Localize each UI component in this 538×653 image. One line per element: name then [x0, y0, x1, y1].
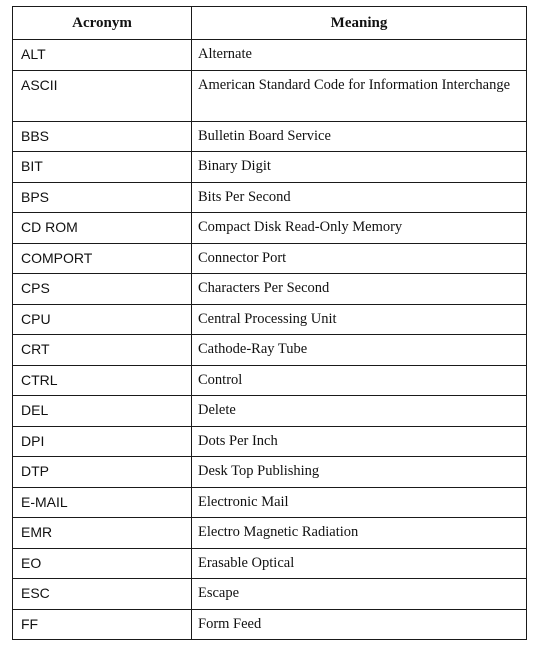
table-row — [13, 579, 527, 610]
acronym-cell: CPU — [13, 304, 192, 335]
acronym-cell: BBS — [13, 121, 192, 152]
acronym-cell: DEL — [13, 396, 192, 427]
table-row — [13, 182, 527, 213]
acronym-cell: CPS — [13, 274, 192, 305]
meaning-cell: Bulletin Board Service — [192, 121, 527, 152]
table-row — [13, 426, 527, 457]
table-row — [13, 487, 527, 518]
meaning-cell: Binary Digit — [192, 152, 527, 183]
meaning-cell: American Standard Code for Information Interchange — [192, 70, 527, 121]
meaning-cell: Desk Top Publishing — [192, 457, 527, 488]
table-row — [13, 548, 527, 579]
table-row — [13, 609, 527, 640]
acronym-cell: ASCII — [13, 70, 192, 121]
acronym-cell: ALT — [13, 40, 192, 71]
meaning-cell: Bits Per Second — [192, 182, 527, 213]
acronym-cell: CTRL — [13, 365, 192, 396]
acronym-cell: CRT — [13, 335, 192, 366]
meaning-cell: Electronic Mail — [192, 487, 527, 518]
meaning-cell: Electro Magnetic Radiation — [192, 518, 527, 549]
table-row — [13, 243, 527, 274]
meaning-cell: Cathode-Ray Tube — [192, 335, 527, 366]
header-acronym: Acronym — [13, 7, 192, 40]
table-row — [13, 518, 527, 549]
meaning-cell: Erasable Optical — [192, 548, 527, 579]
acronym-cell: EMR — [13, 518, 192, 549]
acronym-cell: COMPORT — [13, 243, 192, 274]
acronym-cell: BPS — [13, 182, 192, 213]
acronym-cell: E-MAIL — [13, 487, 192, 518]
table-row — [13, 40, 527, 71]
meaning-cell: Escape — [192, 579, 527, 610]
meaning-cell: Compact Disk Read-Only Memory — [192, 213, 527, 244]
table-body — [13, 40, 527, 640]
meaning-cell: Central Processing Unit — [192, 304, 527, 335]
table-row — [13, 70, 527, 121]
table-header-row — [13, 7, 527, 40]
acronym-table — [12, 6, 527, 640]
acronym-cell: CD ROM — [13, 213, 192, 244]
acronym-cell: BIT — [13, 152, 192, 183]
meaning-cell: Alternate — [192, 40, 527, 71]
table-row — [13, 304, 527, 335]
meaning-cell: Dots Per Inch — [192, 426, 527, 457]
acronym-cell: FF — [13, 609, 192, 640]
acronym-cell: DPI — [13, 426, 192, 457]
table-row — [13, 335, 527, 366]
meaning-cell: Delete — [192, 396, 527, 427]
table-row — [13, 121, 527, 152]
acronym-cell: ESC — [13, 579, 192, 610]
meaning-cell: Characters Per Second — [192, 274, 527, 305]
meaning-cell: Control — [192, 365, 527, 396]
table-row — [13, 213, 527, 244]
meaning-cell: Form Feed — [192, 609, 527, 640]
acronym-cell: EO — [13, 548, 192, 579]
meaning-cell: Connector Port — [192, 243, 527, 274]
table-row — [13, 396, 527, 427]
table-row — [13, 152, 527, 183]
table-row — [13, 365, 527, 396]
header-meaning: Meaning — [192, 7, 527, 40]
acronym-cell: DTP — [13, 457, 192, 488]
table-row — [13, 274, 527, 305]
table-row — [13, 457, 527, 488]
